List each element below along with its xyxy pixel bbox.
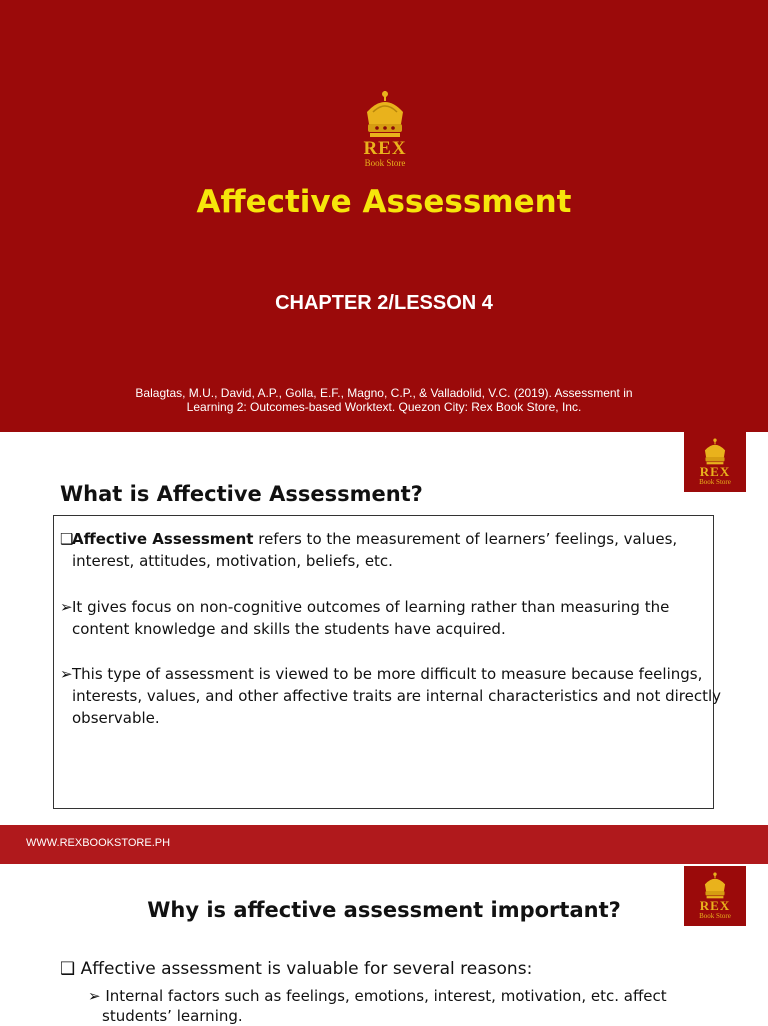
footer-bar <box>0 825 768 864</box>
definition-paragraph <box>60 528 722 572</box>
title-slide <box>0 0 768 432</box>
crown-icon <box>698 872 732 900</box>
importance-slide <box>0 864 768 1024</box>
citation-line-2: Learning 2: Outcomes-based Worktext. Quezon City: Rex Book Store, Inc. <box>186 400 582 414</box>
reason-item <box>88 986 722 1026</box>
reasons-intro <box>60 959 532 979</box>
footer-url[interactable]: WWW.REXBOOKSTORE.PH <box>26 837 171 849</box>
arrow-bullet-icon: ➢ <box>60 598 73 616</box>
definition-slide <box>0 432 768 864</box>
focus-text: It gives focus on non-cognitive outcomes of learning rather than measuring the content knowledge and skills the students have acquired. <box>72 598 670 638</box>
arrow-bullet-icon: ➢ <box>60 665 73 683</box>
definition-text: refers to the measurement of learners’ feelings, values, interest, attitudes, motivation, beliefs, etc. <box>72 530 678 570</box>
logo-subtitle: Book Store <box>699 478 731 486</box>
logo-brand: REX <box>363 138 407 159</box>
difficulty-paragraph <box>60 663 722 729</box>
logo-subtitle: Book Store <box>699 912 731 920</box>
crown-icon <box>359 90 411 140</box>
chapter-label: CHAPTER 2/LESSON 4 <box>275 292 493 314</box>
checkbox-bullet-icon: ❑ <box>60 959 76 979</box>
logo-brand: REX <box>699 898 731 913</box>
logo-brand: REX <box>699 464 731 479</box>
reason-text: Internal factors such as feelings, emotions, interest, motivation, etc. affect students’ learning. <box>100 987 667 1025</box>
citation <box>100 386 668 414</box>
section-heading: What is Affective Assessment? <box>60 482 423 506</box>
reasons-intro-text: Affective assessment is valuable for several reasons: <box>75 959 533 979</box>
difficulty-text: This type of assessment is viewed to be more difficult to measure because feelings, interests, values, and other affective traits are internal characteristics and not directly observable. <box>72 665 722 727</box>
checkbox-bullet-icon: ❑ <box>60 530 74 548</box>
focus-paragraph <box>60 596 722 640</box>
rex-logo <box>349 90 421 168</box>
definition-box <box>53 515 722 809</box>
rex-logo-small <box>684 432 746 492</box>
citation-line-1: Balagtas, M.U., David, A.P., Golla, E.F., Magno, C.P., & Valladolid, V.C. (2019). Assessment in <box>135 386 633 400</box>
arrow-bullet-icon: ➢ <box>88 987 101 1005</box>
logo-subtitle: Book Store <box>364 158 406 168</box>
term-bold: Affective Assessment <box>72 530 254 548</box>
crown-icon <box>698 438 732 466</box>
section-heading: Why is affective assessment important? <box>147 898 621 922</box>
slide-title: Affective Assessment <box>196 184 572 220</box>
